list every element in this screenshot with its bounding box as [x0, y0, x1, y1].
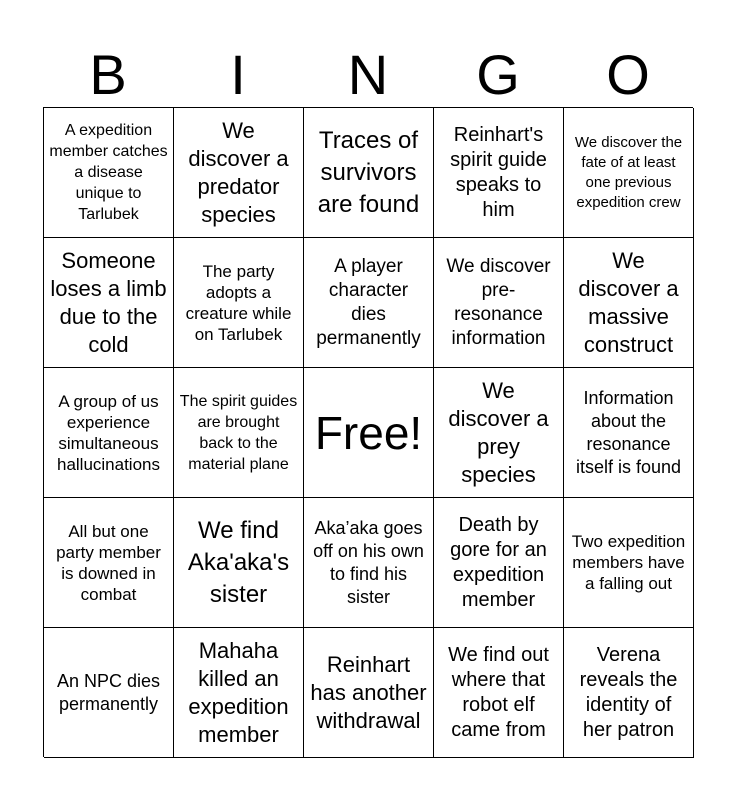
- cell-text: We discover the fate of at least one previous expedition crew: [574, 133, 683, 211]
- cell-text: We discover a predator species: [188, 117, 289, 227]
- cell-text: Mahaha killed an expedition member: [188, 637, 289, 747]
- header-letter-b: B: [89, 43, 127, 106]
- cell-text: We discover a massive construct: [578, 247, 679, 357]
- bingo-cell[interactable]: [434, 628, 564, 758]
- bingo-cell[interactable]: [304, 108, 434, 238]
- bingo-cell[interactable]: [44, 238, 174, 368]
- cell-text: Traces of survivors are found: [317, 126, 420, 218]
- bingo-cell[interactable]: [44, 368, 174, 498]
- bingo-cell[interactable]: [564, 498, 694, 628]
- header-letter-n: N: [347, 43, 389, 106]
- bingo-cell[interactable]: [174, 368, 304, 498]
- bingo-card-grid: [43, 107, 693, 757]
- header-letter-o: O: [606, 43, 650, 106]
- cell-text: An NPC dies permanently: [56, 670, 161, 714]
- bingo-header: [43, 44, 693, 106]
- cell-text: Death by gore for an expedition member: [450, 513, 547, 611]
- bingo-cell[interactable]: [564, 368, 694, 498]
- cell-text: We find Aka'aka's sister: [187, 516, 290, 608]
- bingo-cell[interactable]: [434, 498, 564, 628]
- cell-text: Reinhart's spirit guide speaks to him: [450, 123, 547, 221]
- cell-text: A expedition member catches a disease unique to Tarlubek: [49, 122, 168, 223]
- bingo-cell[interactable]: [174, 498, 304, 628]
- bingo-cell[interactable]: [304, 628, 434, 758]
- bingo-cell[interactable]: [174, 238, 304, 368]
- bingo-cell[interactable]: [564, 628, 694, 758]
- cell-text: We find out where that robot elf came from: [448, 643, 549, 741]
- bingo-cell[interactable]: [44, 628, 174, 758]
- cell-text: Information about the resonance itself is found: [575, 387, 682, 477]
- bingo-cell[interactable]: [174, 628, 304, 758]
- header-letter-i: I: [230, 43, 246, 106]
- cell-text: A group of us experience simultaneous hallucinations: [56, 391, 160, 474]
- bingo-cell-free[interactable]: [304, 368, 434, 498]
- cell-text: Two expedition members have a falling out: [571, 532, 686, 593]
- free-space-label: Free!: [314, 406, 423, 459]
- cell-text: The party adopts a creature while on Tarlubek: [185, 261, 292, 344]
- cell-text: Someone loses a limb due to the cold: [50, 247, 167, 357]
- bingo-cell[interactable]: [304, 238, 434, 368]
- cell-text: We discover a prey species: [448, 377, 549, 487]
- bingo-cell[interactable]: [44, 108, 174, 238]
- bingo-cell[interactable]: [564, 238, 694, 368]
- bingo-cell[interactable]: [174, 108, 304, 238]
- cell-text: The spirit guides are brought back to the material plane: [179, 392, 298, 473]
- cell-text: A player character dies permanently: [316, 255, 421, 349]
- bingo-cell[interactable]: [564, 108, 694, 238]
- bingo-cell[interactable]: [44, 498, 174, 628]
- header-letter-g: G: [476, 43, 520, 106]
- bingo-cell[interactable]: [304, 498, 434, 628]
- cell-text: We discover pre-resonance information: [446, 255, 551, 349]
- cell-text: Aka’aka goes off on his own to find his sister: [313, 517, 424, 607]
- bingo-cell[interactable]: [434, 368, 564, 498]
- bingo-cell[interactable]: [434, 108, 564, 238]
- cell-text: Verena reveals the identity of her patron: [579, 643, 678, 741]
- bingo-cell[interactable]: [434, 238, 564, 368]
- cell-text: Reinhart has another withdrawal: [310, 651, 427, 733]
- cell-text: All but one party member is downed in combat: [56, 521, 161, 604]
